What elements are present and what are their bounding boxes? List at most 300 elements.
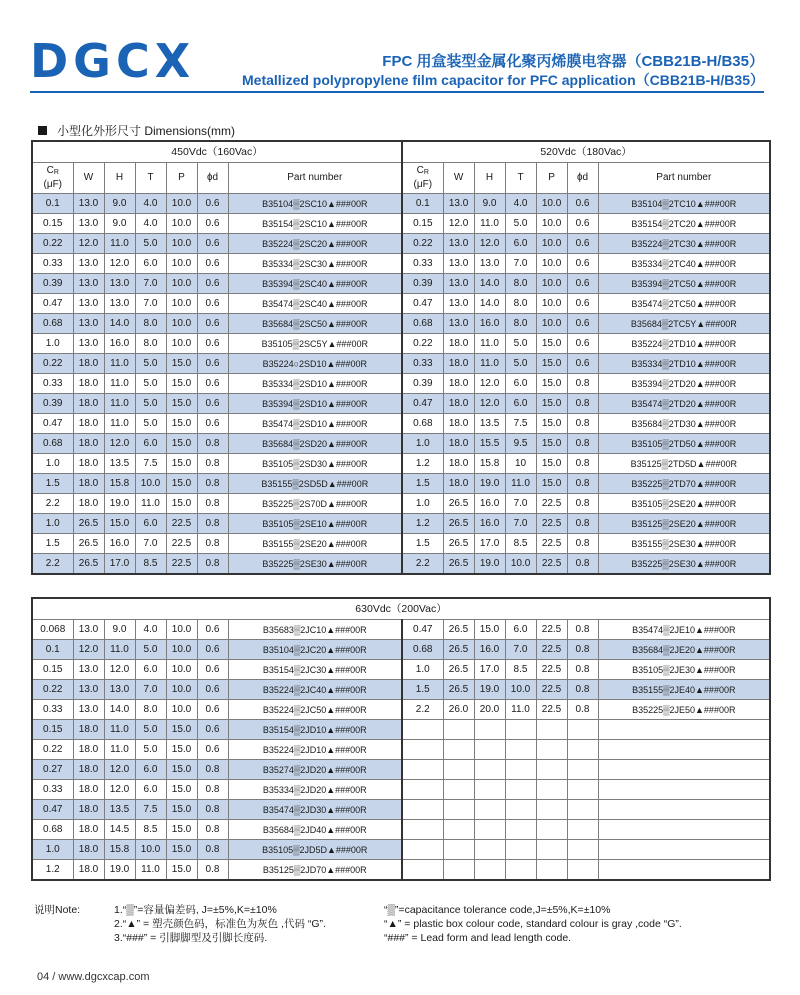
note-cn-3: 3.“###” = 引脚脚型及引脚长度码. <box>114 932 268 944</box>
empty-cell <box>474 800 505 820</box>
empty-cell <box>598 780 770 800</box>
table-cell: 18.0 <box>443 434 474 454</box>
table-cell: 18.0 <box>73 840 104 860</box>
table-row <box>32 434 770 454</box>
table-cell: 0.8 <box>567 514 598 534</box>
table-cell: 12.0 <box>104 254 135 274</box>
table-cell: 11.0 <box>474 334 505 354</box>
table-cell: 6.0 <box>135 760 166 780</box>
table-cell: 10.0 <box>166 680 197 700</box>
table-cell: 0.8 <box>197 780 228 800</box>
empty-cell <box>567 720 598 740</box>
table-cell: 0.47 <box>402 620 443 640</box>
part-number-cell: B35155▒2JE40▲###00R <box>598 680 770 700</box>
table-cell: 18.0 <box>443 414 474 434</box>
table-cell: 11.0 <box>104 720 135 740</box>
table-cell: 15.0 <box>166 414 197 434</box>
table-cell: 13.5 <box>104 454 135 474</box>
part-number-cell: B35104▒2SC10▲###00R <box>228 194 402 214</box>
table-cell: 5.0 <box>135 740 166 760</box>
table-cell: 13.0 <box>104 274 135 294</box>
empty-cell <box>536 840 567 860</box>
table-cell: 20.0 <box>474 700 505 720</box>
table-cell: 26.5 <box>73 514 104 534</box>
part-number-cell: B35224▒2JC40▲###00R <box>228 680 402 700</box>
table-cell: 5.0 <box>505 334 536 354</box>
table-cell: 10.0 <box>166 620 197 640</box>
table-cell: 0.8 <box>567 394 598 414</box>
table-cell: 17.0 <box>474 534 505 554</box>
table-row <box>32 474 770 494</box>
col-header-cr-unit: (μF) <box>413 179 433 190</box>
table-cell: 8.0 <box>505 274 536 294</box>
table-cell: 10.0 <box>536 254 567 274</box>
table-cell: 11.0 <box>135 860 166 881</box>
table-row <box>32 454 770 474</box>
table-cell: 26.5 <box>443 640 474 660</box>
table-cell: 26.5 <box>443 494 474 514</box>
table-cell: 0.6 <box>197 334 228 354</box>
table-cell: 11.0 <box>474 214 505 234</box>
table-cell: 0.1 <box>402 194 443 214</box>
table-cell: 0.6 <box>567 194 598 214</box>
part-number-cell: B35154▒2JD10▲###00R <box>228 720 402 740</box>
col-header-w: W <box>73 163 104 194</box>
table-cell: 18.0 <box>73 434 104 454</box>
table-cell: 0.15 <box>32 720 73 740</box>
table-cell: 26.5 <box>73 554 104 575</box>
table-cell: 0.6 <box>567 354 598 374</box>
table-cell: 10.0 <box>166 334 197 354</box>
table-cell: 17.0 <box>104 554 135 575</box>
empty-cell <box>443 760 474 780</box>
table-cell: 0.8 <box>567 454 598 474</box>
table-cell: 6.0 <box>135 254 166 274</box>
table-cell: 13.5 <box>104 800 135 820</box>
table-cell: 0.22 <box>402 334 443 354</box>
empty-cell <box>505 760 536 780</box>
note-cn-2: 2.“▲” = 塑壳颜色码，标准色为灰色 ,代码 “G”. <box>114 918 326 930</box>
part-number-cell: B35683▒2JC10▲###00R <box>228 620 402 640</box>
table-cell: 15.0 <box>536 394 567 414</box>
empty-cell <box>443 860 474 881</box>
table-cell: 13.0 <box>73 700 104 720</box>
table-row <box>32 314 770 334</box>
table-cell: 15.0 <box>536 374 567 394</box>
empty-cell <box>536 780 567 800</box>
table-cell: 0.6 <box>197 620 228 640</box>
part-number-cell: B35394▒2TD20▲###00R <box>598 374 770 394</box>
table-cell: 10.0 <box>166 274 197 294</box>
table-cell: 10.0 <box>536 214 567 234</box>
table-cell: 12.0 <box>474 394 505 414</box>
part-number-cell: B35155▒2SD5D▲###00R <box>228 474 402 494</box>
col-header-cr-r <box>402 163 443 194</box>
table-cell: 0.8 <box>197 514 228 534</box>
part-number-cell: B35334▒2TC40▲###00R <box>598 254 770 274</box>
table-cell: 0.8 <box>567 660 598 680</box>
table-cell: 0.8 <box>567 374 598 394</box>
table-cell: 11.0 <box>474 354 505 374</box>
table-cell: 11.0 <box>104 234 135 254</box>
col-header-p: P <box>166 163 197 194</box>
empty-cell <box>443 820 474 840</box>
table-cell: 16.0 <box>474 314 505 334</box>
table-cell: 16.0 <box>104 534 135 554</box>
table-cell: 9.5 <box>505 434 536 454</box>
table-cell: 5.0 <box>135 720 166 740</box>
table-cell: 0.8 <box>197 534 228 554</box>
table-cell: 0.6 <box>197 394 228 414</box>
table-cell: 13.0 <box>443 274 474 294</box>
part-number-cell: B35474▒2JD30▲###00R <box>228 800 402 820</box>
table-row <box>32 254 770 274</box>
table-cell: 1.2 <box>402 454 443 474</box>
empty-cell <box>474 780 505 800</box>
table-cell: 0.8 <box>567 534 598 554</box>
table-cell: 18.0 <box>73 860 104 881</box>
table-cell: 0.8 <box>197 840 228 860</box>
part-number-cell: B35225▒2S70D▲###00R <box>228 494 402 514</box>
table-cell: 15.5 <box>474 434 505 454</box>
table-cell: 15.8 <box>474 454 505 474</box>
table-cell: 0.8 <box>567 680 598 700</box>
empty-cell <box>536 740 567 760</box>
table-cell: 10.0 <box>536 274 567 294</box>
table-cell: 0.8 <box>197 860 228 881</box>
table-cell: 0.6 <box>197 214 228 234</box>
table-cell: 22.5 <box>536 620 567 640</box>
table-cell: 10.0 <box>166 234 197 254</box>
table-cell: 6.0 <box>135 514 166 534</box>
part-number-cell: B35474▒2TC50▲###00R <box>598 294 770 314</box>
table-cell: 17.0 <box>474 660 505 680</box>
header-rule <box>30 91 764 93</box>
empty-cell <box>505 860 536 881</box>
table-cell: 7.0 <box>505 254 536 274</box>
table-cell: 14.0 <box>474 294 505 314</box>
table-cell: 15.0 <box>166 760 197 780</box>
table-cell: 13.0 <box>73 334 104 354</box>
table-row <box>32 354 770 374</box>
table-cell: 13.0 <box>474 254 505 274</box>
table-cell: 10.0 <box>166 640 197 660</box>
part-number-cell: B35224▒2TD10▲###00R <box>598 334 770 354</box>
col-header-lead-diameter: Part number <box>598 163 770 194</box>
empty-cell <box>567 800 598 820</box>
table-cell: 11.0 <box>505 700 536 720</box>
note-en-1: “▒”=capacitance tolerance code,J=±5%,K=±10% <box>384 904 611 916</box>
part-number-cell: B35684▒2TD30▲###00R <box>598 414 770 434</box>
table-cell: 26.0 <box>443 700 474 720</box>
table-cell: 0.8 <box>197 554 228 575</box>
table-cell: 1.0 <box>402 494 443 514</box>
table-cell: 15.0 <box>166 494 197 514</box>
voltage-header-450: 450Vdc（160Vac） <box>32 141 402 163</box>
brand-logo: DGCX <box>30 34 196 88</box>
table-cell: 8.0 <box>505 294 536 314</box>
table-cell: 0.8 <box>567 620 598 640</box>
table-cell: 26.5 <box>443 534 474 554</box>
table-cell: 12.0 <box>474 234 505 254</box>
table-cell: 0.6 <box>567 274 598 294</box>
part-number-cell: B35225▒2SE30▲###00R <box>598 554 770 575</box>
part-number-cell: B35684▒2SC50▲###00R <box>228 314 402 334</box>
table-cell: 11.0 <box>104 640 135 660</box>
table-cell: 10.0 <box>166 314 197 334</box>
table-cell: 8.0 <box>135 700 166 720</box>
table-cell: 10.0 <box>135 840 166 860</box>
table-cell: 5.0 <box>135 394 166 414</box>
table-cell: 0.068 <box>32 620 73 640</box>
table-cell: 8.0 <box>505 314 536 334</box>
empty-cell <box>474 840 505 860</box>
empty-cell <box>443 780 474 800</box>
table-cell: 0.22 <box>402 234 443 254</box>
table-row <box>32 700 770 720</box>
part-number-cell: B35155▒2SE30▲###00R <box>598 534 770 554</box>
empty-cell <box>598 840 770 860</box>
table-cell: 22.5 <box>536 680 567 700</box>
part-number-cell: B35125▒2TD5D▲###00R <box>598 454 770 474</box>
table-cell: 12.0 <box>474 374 505 394</box>
table-cell: 26.5 <box>443 620 474 640</box>
table-cell: 10.0 <box>536 314 567 334</box>
empty-cell <box>536 860 567 881</box>
table-cell: 0.47 <box>402 294 443 314</box>
part-number-cell: B35154▒2JC30▲###00R <box>228 660 402 680</box>
part-number-cell: B35224○2SD10▲###00R <box>228 354 402 374</box>
empty-cell <box>402 840 443 860</box>
part-number-cell: B35104▒2TC10▲###00R <box>598 194 770 214</box>
table-cell: 0.22 <box>32 234 73 254</box>
table-cell: 18.0 <box>443 374 474 394</box>
table-cell: 6.0 <box>505 620 536 640</box>
table-cell: 6.0 <box>135 660 166 680</box>
table-row <box>32 374 770 394</box>
empty-cell <box>598 760 770 780</box>
table-cell: 8.0 <box>135 334 166 354</box>
table-cell: 0.6 <box>197 414 228 434</box>
table-row <box>32 740 770 760</box>
table-cell: 18.0 <box>73 820 104 840</box>
table-cell: 10.0 <box>536 194 567 214</box>
table-cell: 15.0 <box>536 454 567 474</box>
table-cell: 0.6 <box>197 740 228 760</box>
table-cell: 5.0 <box>135 374 166 394</box>
table-cell: 6.0 <box>505 234 536 254</box>
table-cell: 15.0 <box>166 820 197 840</box>
empty-cell <box>402 800 443 820</box>
table-cell: 0.8 <box>197 434 228 454</box>
table-row <box>32 274 770 294</box>
table-cell: 0.8 <box>567 700 598 720</box>
table-cell: 0.6 <box>197 374 228 394</box>
table-cell: 2.2 <box>32 554 73 575</box>
table-cell: 16.0 <box>474 640 505 660</box>
table-cell: 14.0 <box>474 274 505 294</box>
empty-cell <box>443 840 474 860</box>
table-cell: 10.0 <box>166 294 197 314</box>
table-cell: 13.0 <box>73 620 104 640</box>
part-number-cell: B35154▒2SC10▲###00R <box>228 214 402 234</box>
table-cell: 0.6 <box>567 314 598 334</box>
table-cell: 0.33 <box>32 780 73 800</box>
table-cell: 13.0 <box>104 294 135 314</box>
part-number-cell: B35474▒2JE10▲###00R <box>598 620 770 640</box>
table-cell: 16.0 <box>474 494 505 514</box>
table-cell: 0.6 <box>197 194 228 214</box>
table-cell: 0.68 <box>32 820 73 840</box>
part-number-cell: B35684▒2JD40▲###00R <box>228 820 402 840</box>
table-cell: 12.0 <box>104 760 135 780</box>
note-en-2: “▲” = plastic box colour code, standard colour is gray ,code “G”. <box>384 918 682 930</box>
table-cell: 15.0 <box>536 434 567 454</box>
col-header-cr-l <box>32 163 73 194</box>
table-cell: 13.0 <box>443 194 474 214</box>
part-number-cell: B35274▒2JD20▲###00R <box>228 760 402 780</box>
table-cell: 4.0 <box>135 620 166 640</box>
table-cell: 16.0 <box>474 514 505 534</box>
table-cell: 13.0 <box>443 314 474 334</box>
empty-cell <box>443 720 474 740</box>
table-cell: 15.0 <box>536 334 567 354</box>
table-cell: 0.33 <box>32 254 73 274</box>
table-row <box>32 194 770 214</box>
table-cell: 0.6 <box>197 660 228 680</box>
table-cell: 1.0 <box>32 454 73 474</box>
part-number-cell: B35394▒2SD10▲###00R <box>228 394 402 414</box>
table-cell: 18.0 <box>73 454 104 474</box>
table-cell: 11.0 <box>104 414 135 434</box>
voltage-header-520: 520Vdc（180Vac） <box>402 141 770 163</box>
table-cell: 26.5 <box>443 680 474 700</box>
table-cell: 7.0 <box>505 514 536 534</box>
table-cell: 18.0 <box>73 374 104 394</box>
empty-cell <box>505 820 536 840</box>
table-cell: 11.0 <box>135 494 166 514</box>
table-cell: 5.0 <box>135 640 166 660</box>
empty-cell <box>536 800 567 820</box>
table-row <box>32 534 770 554</box>
dimensions-table-450-520 <box>31 140 771 575</box>
table-cell: 2.2 <box>32 494 73 514</box>
table-cell: 15.8 <box>104 840 135 860</box>
table-cell: 19.0 <box>104 494 135 514</box>
table-cell: 4.0 <box>135 214 166 234</box>
dimensions-table-630 <box>31 597 771 881</box>
table-cell: 4.0 <box>505 194 536 214</box>
table-cell: 13.0 <box>443 294 474 314</box>
empty-cell <box>402 760 443 780</box>
table-cell: 5.0 <box>135 354 166 374</box>
table-cell: 2.2 <box>402 554 443 575</box>
part-number-cell: B35105▒2SC5Y▲###00R <box>228 334 402 354</box>
table-cell: 0.8 <box>567 554 598 575</box>
empty-cell <box>598 800 770 820</box>
table-cell: 11.0 <box>104 374 135 394</box>
table-cell: 0.68 <box>32 314 73 334</box>
table-row <box>32 780 770 800</box>
table-cell: 10.0 <box>135 474 166 494</box>
table-cell: 10.0 <box>166 214 197 234</box>
table-cell: 11.0 <box>104 394 135 414</box>
table-row <box>32 234 770 254</box>
table-cell: 15.0 <box>536 354 567 374</box>
table-cell: 7.0 <box>135 534 166 554</box>
table-cell: 7.0 <box>135 274 166 294</box>
title-cn: FPC 用盒装型金属化聚丙烯膜电容器（CBB21B-H/B35） <box>382 53 764 70</box>
table-cell: 0.6 <box>567 214 598 234</box>
table-cell: 10.0 <box>505 554 536 575</box>
table-row <box>32 514 770 534</box>
part-number-cell: B35684▒2JE20▲###00R <box>598 640 770 660</box>
table-cell: 4.0 <box>135 194 166 214</box>
table-cell: 15.0 <box>166 860 197 881</box>
voltage-header-630: 630Vdc（200Vac） <box>32 598 770 620</box>
part-number-cell: B35684▒2TC5Y▲###00R <box>598 314 770 334</box>
table-row <box>32 640 770 660</box>
table-cell: 0.47 <box>32 414 73 434</box>
part-number-cell: B35104▒2JC20▲###00R <box>228 640 402 660</box>
table-row <box>32 680 770 700</box>
part-number-cell: B35105▒2SE10▲###00R <box>228 514 402 534</box>
table-row <box>32 414 770 434</box>
table-cell: 15.0 <box>166 720 197 740</box>
table-cell: 15.0 <box>166 354 197 374</box>
table-cell: 0.6 <box>197 274 228 294</box>
col-header-lead-diameter: Part number <box>228 163 402 194</box>
table-cell: 0.27 <box>32 760 73 780</box>
table-cell: 13.0 <box>443 254 474 274</box>
table-cell: 7.5 <box>135 800 166 820</box>
table-cell: 0.8 <box>567 414 598 434</box>
table-cell: 5.0 <box>135 414 166 434</box>
table-cell: 0.6 <box>197 234 228 254</box>
table-cell: 0.8 <box>197 800 228 820</box>
table-row <box>32 840 770 860</box>
table-cell: 11.0 <box>505 474 536 494</box>
table-cell: 0.6 <box>567 334 598 354</box>
table-cell: 0.39 <box>32 274 73 294</box>
empty-cell <box>598 860 770 881</box>
col-header-cr-unit: (μF) <box>43 179 63 190</box>
table-cell: 13.5 <box>474 414 505 434</box>
table-cell: 8.5 <box>135 554 166 575</box>
table-cell: 0.22 <box>32 740 73 760</box>
empty-cell <box>505 720 536 740</box>
col-header-cr-symbol: C <box>416 165 424 176</box>
table-cell: 0.15 <box>32 660 73 680</box>
table-cell: 18.0 <box>443 394 474 414</box>
table-cell: 18.0 <box>73 780 104 800</box>
table-cell: 18.0 <box>443 454 474 474</box>
table-cell: 0.8 <box>197 820 228 840</box>
empty-cell <box>536 760 567 780</box>
col-header-cr-symbol: C <box>46 165 54 176</box>
table-cell: 19.0 <box>474 554 505 575</box>
table-cell: 13.0 <box>443 234 474 254</box>
table-cell: 0.47 <box>32 294 73 314</box>
empty-cell <box>598 740 770 760</box>
table-cell: 8.5 <box>135 820 166 840</box>
table-cell: 0.8 <box>567 474 598 494</box>
table-cell: 9.0 <box>104 194 135 214</box>
table-cell: 5.0 <box>135 234 166 254</box>
table-cell: 7.0 <box>505 640 536 660</box>
part-number-cell: B35125▒2JD70▲###00R <box>228 860 402 881</box>
table-cell: 0.8 <box>197 494 228 514</box>
